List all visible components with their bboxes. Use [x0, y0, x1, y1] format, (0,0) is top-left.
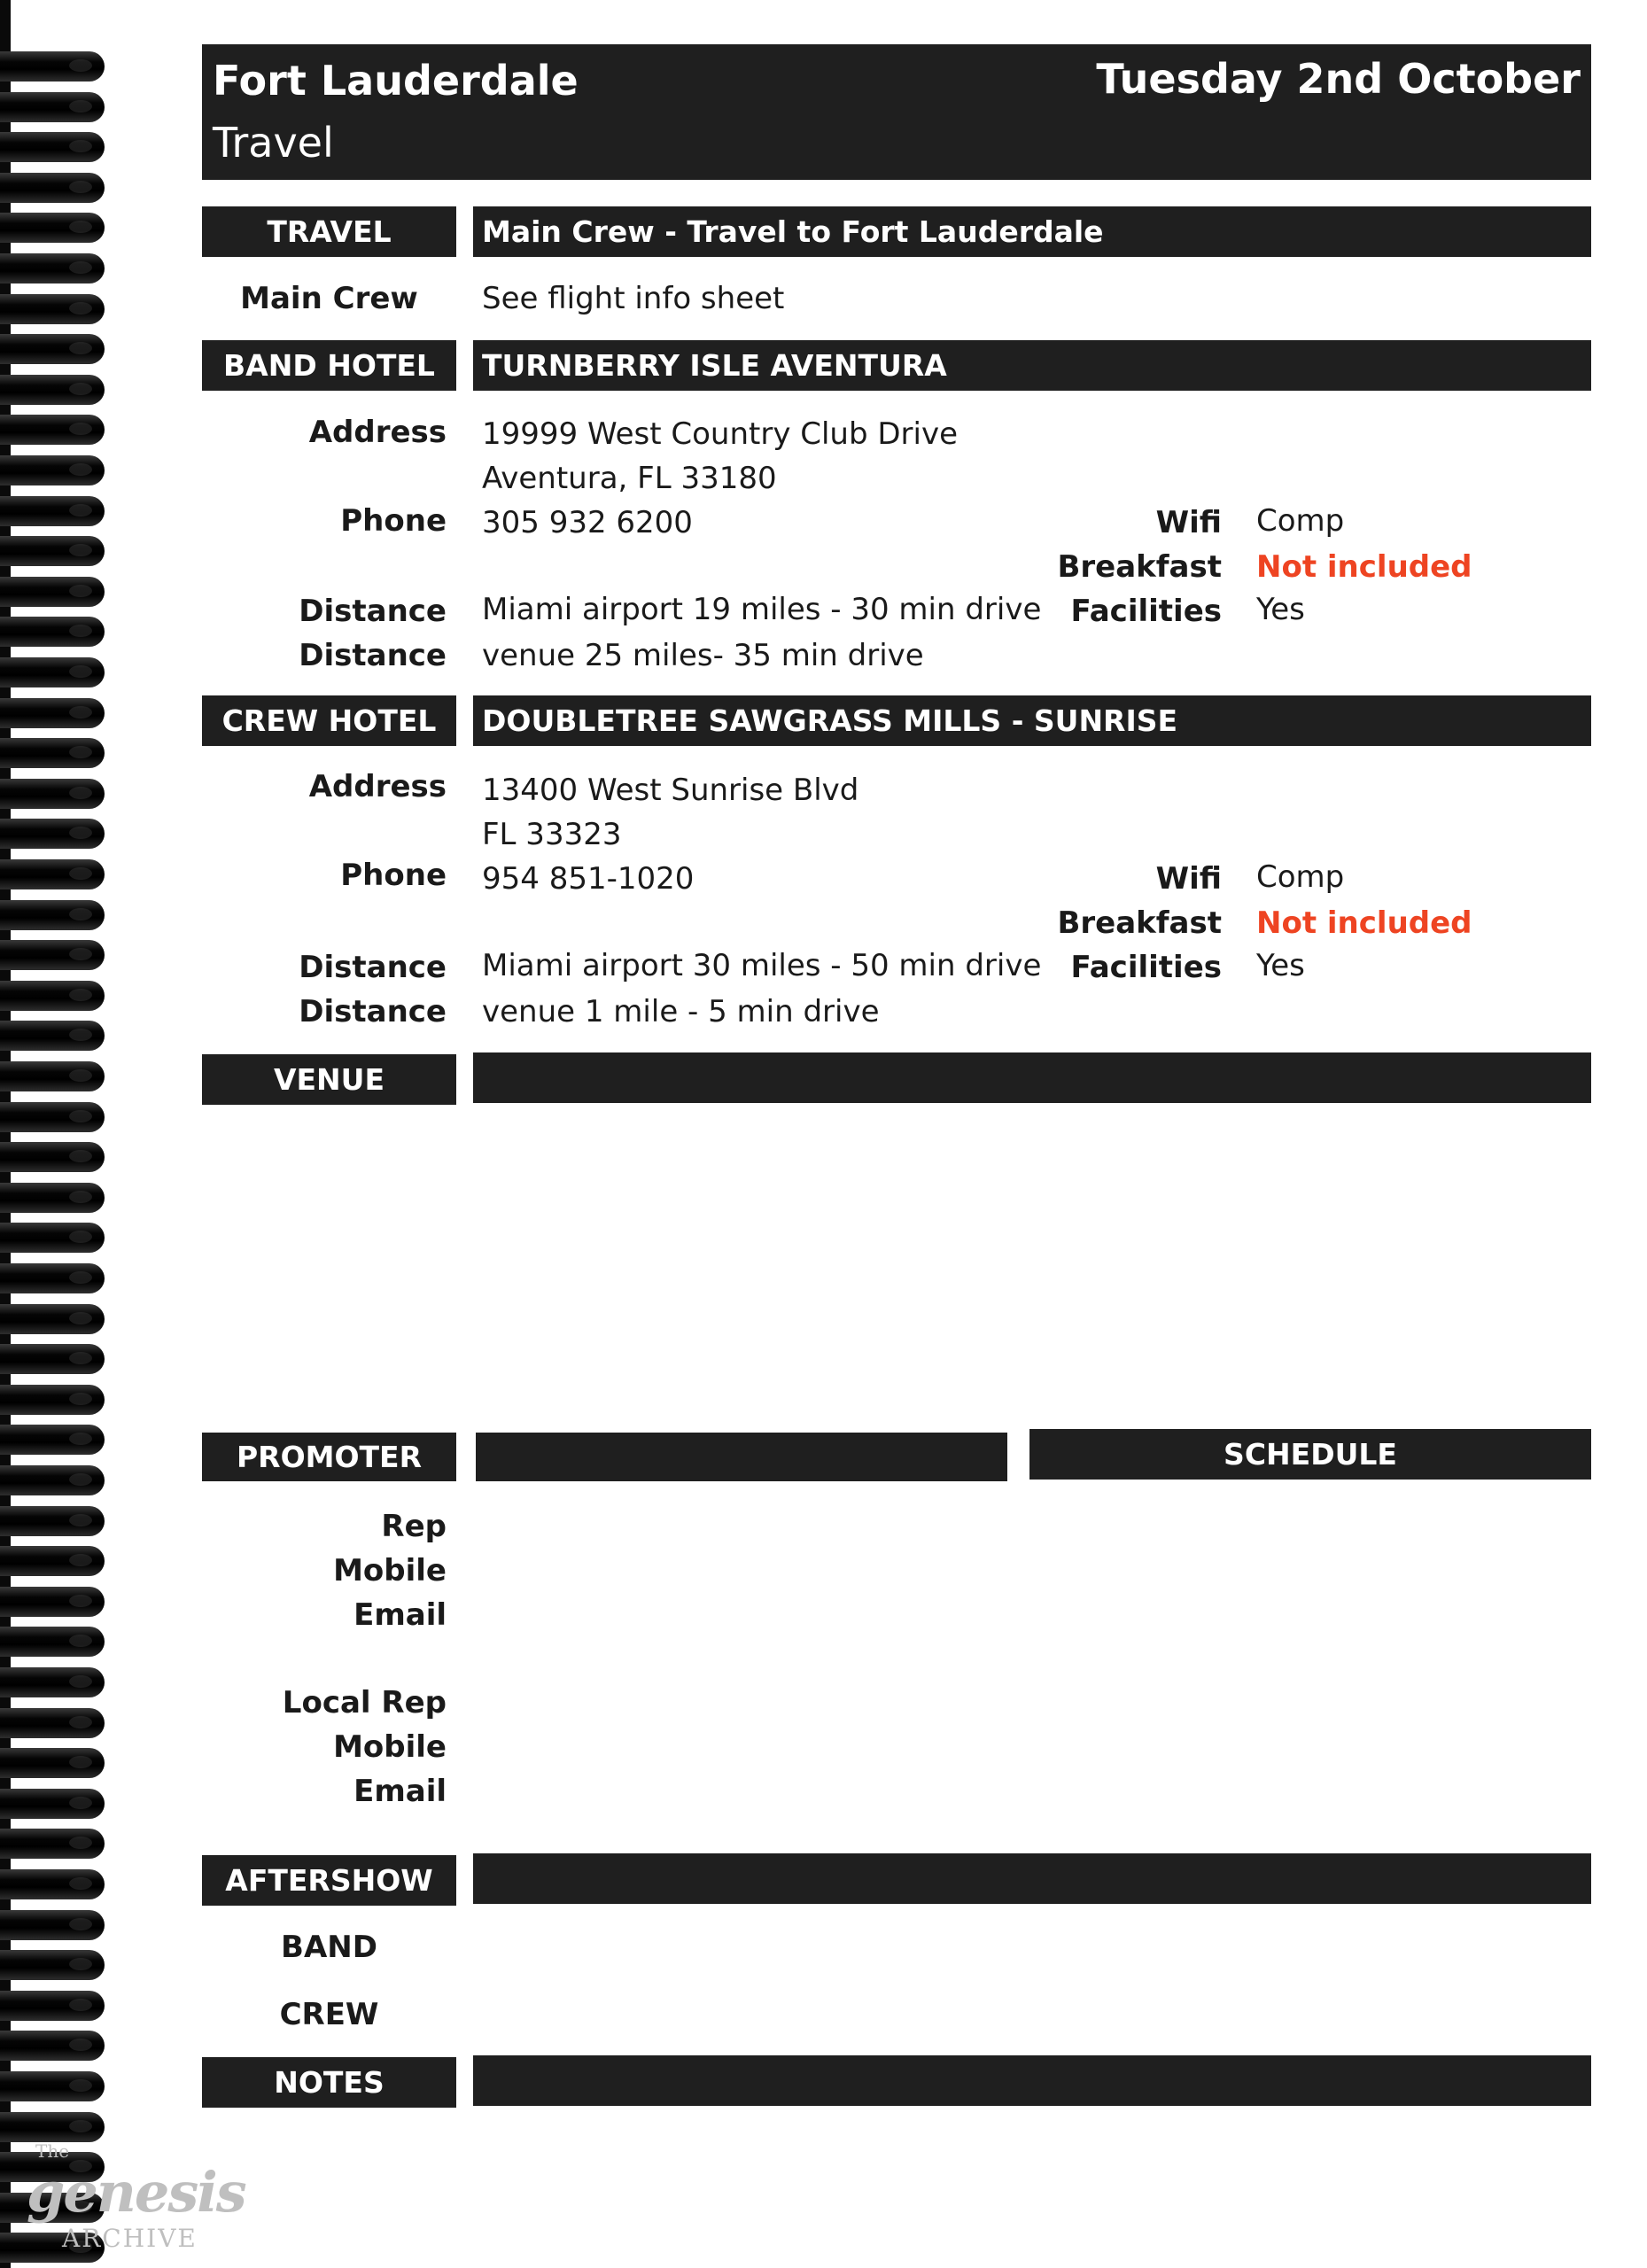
band-phone: 305 932 6200 [482, 505, 693, 540]
binding-coil [0, 536, 105, 566]
main-crew-label: Main Crew [240, 281, 418, 316]
notes-title [473, 2055, 1591, 2106]
crew-phone-label: Phone [340, 858, 447, 893]
promoter-title [476, 1433, 1007, 1481]
local-email-label: Email [353, 1774, 447, 1809]
binding-coil [0, 1021, 105, 1051]
header-city: Fort Lauderdale [213, 57, 579, 105]
band-breakfast-label: Breakfast [1057, 549, 1222, 585]
band-phone-label: Phone [340, 503, 447, 539]
binding-coil [0, 51, 105, 82]
binding-coil [0, 173, 105, 203]
binding-coil [0, 455, 105, 485]
binding-coil [0, 1385, 105, 1415]
binding-coil [0, 657, 105, 687]
band-distance-airport: Miami airport 19 miles - 30 min drive [482, 592, 1042, 627]
binding-coil [0, 1183, 105, 1213]
crew-distance-label-1: Distance [299, 950, 447, 985]
binding-coil [0, 1627, 105, 1657]
binding-coil [0, 375, 105, 405]
crew-facilities: Yes [1256, 948, 1305, 983]
binding-coil [0, 577, 105, 607]
crew-facilities-label: Facilities [1070, 950, 1222, 985]
binding-coil [0, 1910, 105, 1940]
binding-coil [0, 859, 105, 889]
band-address-line1: 19999 West Country Club Drive [482, 416, 959, 452]
aftershow-band-label: BAND [281, 1930, 377, 1965]
crew-address-line2: FL 33323 [482, 817, 622, 852]
binding-coil [0, 1869, 105, 1899]
binding-coil [0, 1061, 105, 1091]
band-address-line2: Aventura, FL 33180 [482, 461, 777, 496]
crew-hotel-title: DOUBLETREE SAWGRASS MILLS - SUNRISE [473, 695, 1591, 746]
band-distance-label-1: Distance [299, 594, 447, 629]
band-facilities-label: Facilities [1070, 594, 1222, 629]
page-header [202, 44, 1591, 180]
binding-coil [0, 1829, 105, 1859]
travel-title: Main Crew - Travel to Fort Lauderdale [473, 206, 1591, 257]
crew-distance-venue: venue 1 mile - 5 min drive [482, 994, 880, 1029]
promoter-email-label: Email [353, 1597, 447, 1633]
band-wifi: Comp [1256, 503, 1345, 539]
binding-coil [0, 1991, 105, 2021]
binding-coil [0, 1667, 105, 1697]
band-breakfast: Not included [1256, 549, 1472, 585]
binding-coil [0, 819, 105, 849]
promoter-section-label: PROMOTER [202, 1433, 456, 1481]
binding-coil [0, 1789, 105, 1819]
binding-coil [0, 900, 105, 930]
binding-coil [0, 940, 105, 970]
binding-coil [0, 1425, 105, 1455]
binding-coil [0, 1546, 105, 1576]
notes-section-label: NOTES [202, 2057, 456, 2108]
crew-address-label: Address [308, 769, 447, 804]
band-hotel-section-label: BAND HOTEL [202, 340, 456, 391]
binding-coil [0, 1263, 105, 1293]
binding-coil [0, 2031, 105, 2061]
binding-coil [0, 1102, 105, 1132]
schedule-section-label: SCHEDULE [1029, 1429, 1591, 1480]
band-address-label: Address [308, 415, 447, 450]
crew-wifi-label: Wifi [1155, 861, 1222, 897]
binding-coil [0, 1708, 105, 1738]
binding-coil [0, 1950, 105, 1980]
binding-coil [0, 1223, 105, 1253]
logo-line1: The [35, 2140, 70, 2162]
binding-coil [0, 253, 105, 284]
binding-coil [0, 496, 105, 526]
genesis-archive-logo [18, 2133, 245, 2257]
crew-hotel-section-label: CREW HOTEL [202, 695, 456, 746]
binding-coil [0, 1748, 105, 1778]
band-facilities: Yes [1256, 592, 1305, 627]
local-rep-label: Local Rep [282, 1685, 447, 1720]
logo-line2: genesis [27, 2160, 245, 2225]
logo-line3: ARCHIVE [62, 2224, 198, 2253]
aftershow-crew-label: CREW [279, 1997, 379, 2032]
binding-coil [0, 1344, 105, 1374]
band-wifi-label: Wifi [1155, 505, 1222, 540]
aftershow-title [473, 1853, 1591, 1904]
crew-distance-airport: Miami airport 30 miles - 50 min drive [482, 948, 1042, 983]
header-subtitle: Travel [213, 119, 334, 167]
binding-coil [0, 981, 105, 1011]
header-date: Tuesday 2nd October [1096, 55, 1581, 103]
spiral-binding [0, 0, 120, 2268]
binding-coil [0, 1304, 105, 1334]
binding-coil [0, 2071, 105, 2101]
binding-coil [0, 617, 105, 647]
binding-coil [0, 334, 105, 364]
crew-address-line1: 13400 West Sunrise Blvd [482, 773, 859, 808]
binding-coil [0, 415, 105, 445]
main-crew-value: See flight info sheet [482, 281, 785, 316]
crew-breakfast: Not included [1256, 905, 1472, 941]
travel-section-label: TRAVEL [202, 206, 456, 257]
promoter-rep-label: Rep [381, 1509, 447, 1544]
binding-coil [0, 1587, 105, 1617]
band-hotel-title: TURNBERRY ISLE AVENTURA [473, 340, 1591, 391]
promoter-mobile-label: Mobile [333, 1553, 447, 1588]
binding-coil [0, 1142, 105, 1172]
aftershow-section-label: AFTERSHOW [202, 1855, 456, 1906]
binding-coil [0, 213, 105, 243]
venue-title [473, 1052, 1591, 1103]
venue-section-label: VENUE [202, 1054, 456, 1105]
binding-coil [0, 1465, 105, 1495]
crew-phone: 954 851-1020 [482, 861, 695, 897]
binding-coil [0, 738, 105, 768]
binding-coil [0, 1506, 105, 1536]
binding-coil [0, 779, 105, 809]
binding-coil [0, 132, 105, 162]
crew-breakfast-label: Breakfast [1057, 905, 1222, 941]
binding-coil [0, 92, 105, 122]
band-distance-venue: venue 25 miles- 35 min drive [482, 638, 924, 673]
binding-coil [0, 294, 105, 324]
band-distance-label-2: Distance [299, 638, 447, 673]
crew-wifi: Comp [1256, 859, 1345, 895]
binding-coil [0, 698, 105, 728]
local-mobile-label: Mobile [333, 1729, 447, 1765]
crew-distance-label-2: Distance [299, 994, 447, 1029]
